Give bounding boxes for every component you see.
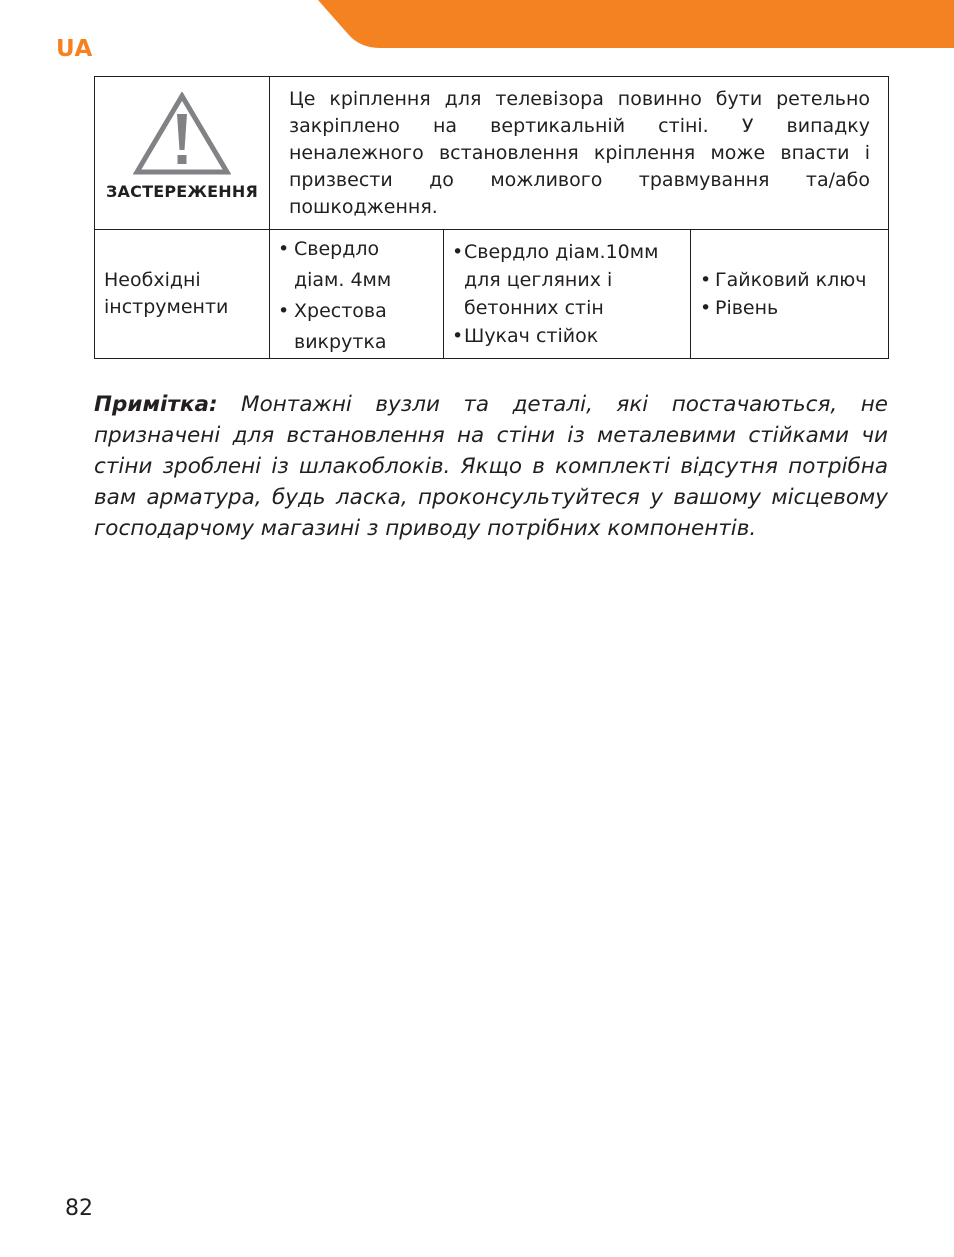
tools-column-3: [691, 230, 889, 359]
language-code: UA: [56, 36, 93, 62]
tool-item: • Хрестова викрутка: [278, 296, 435, 358]
tools-column-2: [444, 230, 691, 359]
warning-label: ЗАСТЕРЕЖЕННЯ: [105, 182, 258, 201]
tools-row: [95, 230, 889, 359]
page-number: 82: [65, 1196, 93, 1221]
tools-label-line1: Необхідні: [104, 269, 201, 291]
orange-header-band: [0, 0, 954, 50]
tools-label-line2: інструменти: [104, 296, 229, 318]
note-paragraph: [94, 389, 888, 544]
tools-column-1: [270, 230, 444, 359]
note-label: Примітка:: [94, 392, 218, 417]
tool-item: • Свердло діам. 4мм: [278, 234, 435, 296]
warning-icon-cell: [95, 77, 270, 230]
tools-label: [95, 230, 270, 359]
tool-item: • Рівень: [700, 294, 880, 322]
warning-text: Це кріплення для телевізора повинно бути ретельно закріплено на вертикальній стіні. У випадку неналежного встановлення кріплення може впасти і призвести до можливого травмування та/або пошкодження.: [270, 77, 889, 230]
safety-and-tools-table: [94, 76, 889, 359]
warning-row: [95, 77, 889, 230]
note-text: Монтажні вузли та деталі, які постачаються, не призначені для встановлення на стіни із металевими стійками чи стіни зроблені із шлакоблоків. Якщо в комплекті відсутня потрібна вам арматура, будь ласка, проконсультуйтеся у вашому місцевому господарчому магазині з приводу потрібних компонентів.: [94, 392, 888, 541]
tool-item: • Гайковий ключ: [700, 266, 880, 294]
warning-triangle-icon: [133, 92, 231, 176]
tool-item: • Свердло діам.10мм для цегляних і бетонних стін: [452, 238, 682, 322]
tool-item: • Шукач стійок: [452, 322, 682, 350]
